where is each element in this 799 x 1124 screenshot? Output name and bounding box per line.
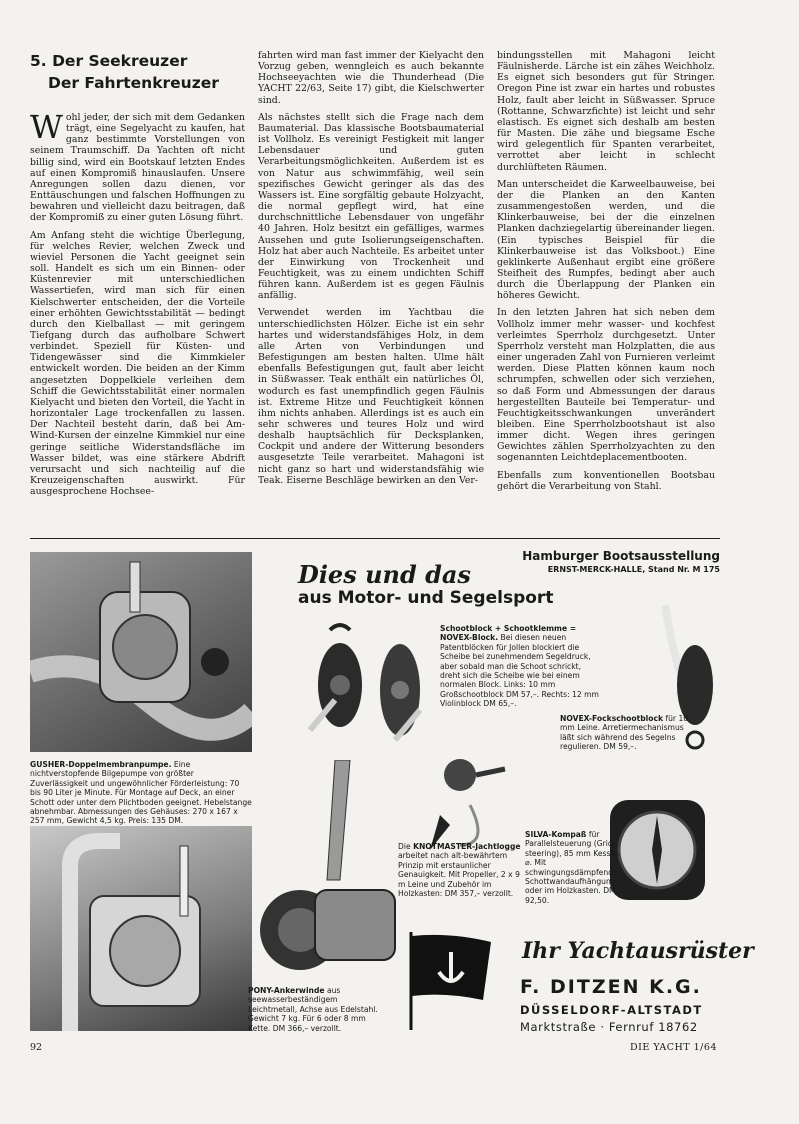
article-column-2: [258, 50, 484, 532]
company-flag: [405, 930, 495, 1030]
silva-caption: [525, 830, 625, 905]
article-column-3: [497, 50, 715, 532]
company-name: F. DITZEN K.G.: [520, 976, 702, 998]
slogan-script: Ihr Yachtausrüster: [522, 938, 754, 964]
flag-icon: [405, 930, 495, 1030]
company-address: Marktstraße · Fernruf 18762: [520, 1020, 698, 1034]
pony-name: PONY-Ankerwinde: [248, 986, 325, 995]
knotmaster-illustration: [420, 745, 520, 855]
title-line-1: 5. Der Seekreuzer: [30, 52, 188, 70]
gusher-pump-photo: [30, 552, 252, 752]
paragraph: Verwendet werden im Yachtbau die unterschiedlichsten Hölzer. Eiche ist ein sehr hartes und widerstandsfähiges Holz, in dem alle Arten von Verbindungen und Befestigungen am besten halten. Ulme hält ebenfalls Befestigungen gut, fault aber leicht in Süßwasser. Teak enthält ein natürliches Öl, wodurch es fast unempfindlich gegen Fäulnis ist. Extreme Hitze und Feuchtigkeit können ihm nichts anhaben. Allerdings ist es auch ein sehr schweres und teures Holz und wird deshalb hauptsächlich für Decksplanken, Cockpit und andere der Witterung besonders ausgesetzte Teile verarbeitet. Mahagoni ist nicht ganz so hart und widerstandsfähig wie Teak. Eiserne Beschläge bewirken an den Ver-: [258, 307, 484, 486]
fock-caption: [560, 714, 700, 752]
blocks-icon: [300, 620, 440, 750]
silva-text: für Parallelsteuerung (Grid-steering), 85 mm Kessel-⌀. Mit schwingungsdämpfender Schottwandaufhängung oder im Holzkasten. DM 92,50.: [525, 830, 621, 905]
paragraph: fahrten wird man fast immer der Kielyacht den Vorzug geben, wenngleich es auch bekannte Hochseeyachten wie die Thunderhead (Die YACHT 22/63, Seite 17) gibt, die Kielschwerter sind.: [258, 50, 484, 106]
winch-icon: [255, 760, 405, 980]
pony-winch-illustration: [255, 760, 405, 980]
gusher-text: Eine nichtverstopfende Bilgepumpe von größter Zuverlässigkeit und ungewöhnlicher Förderleistung: 70 bis 90 Liter je Minute. Für Montage auf Deck, an einer Schott oder unter dem Plichtboden geeignet. Hebelstange abnehmbar. Abmessungen des Gehäuses: 270 x 167 x 257 mm, Gewicht 4,5 kg. Preis: 135 DM.: [30, 760, 252, 826]
fock-name: NOVEX-Fockschootblock: [560, 714, 664, 723]
headline-bold: aus Motor- und Segelsport: [298, 588, 554, 608]
fock-text: für 10 mm Leine. Arretiermechanismus läßt sich während des Segelns regulieren. DM 59,–.: [560, 714, 689, 752]
headline-script: Dies und das: [298, 560, 471, 589]
knotmaster-name: KNOTMASTER-Jachtlogge: [413, 842, 521, 851]
log-icon: [420, 745, 520, 855]
exhibition-info: [500, 549, 720, 574]
pony-caption: [248, 986, 380, 1033]
company-city: DÜSSELDORF-ALTSTADT: [520, 1003, 703, 1017]
title-line-2: Der Fahrtenkreuzer: [48, 74, 219, 92]
knotmaster-caption: Die KNOTMASTER-Jachtlogge arbeitet nach alt-bewährtem Prinzip mit erstaunlicher Genauigkeit. Mit Propeller, 2 x 9 m Leine und Zubehör im Holzkasten: DM 357,– verzollt.: [398, 842, 521, 899]
schoot-text: Bei diesen neuen Patentblöcken für Jollen blockiert die Scheibe bei zunehmendem Segeldruck, aber sobald man die Schoot schrickt, dreht sich die Scheibe wie bei einem normalen Block. Links: 10 mm Großschootblock DM 57,–. Rechts: 12 mm Violinblock DM 65,–.: [440, 633, 599, 709]
gusher-caption: [30, 760, 252, 826]
page-number: 92: [30, 1042, 43, 1053]
paragraph: Wohl jeder, der sich mit dem Gedanken trägt, eine Segelyacht zu kaufen, hat ganz bestimmte Vorstellungen von seinem Traumschiff. Da Yachten oft nicht billig sind, wird ein Bootskauf letzten Endes auf einen Kompromiß hinauslaufen. Unsere Anregungen sollen dazu dienen, vor Enttäuschungen und falschen Hoffnungen zu bewahren und vielleicht dazu beitragen, daß der Kompromiß zu einer guten Lösung führt.: [30, 112, 245, 224]
schoot-caption: [440, 624, 600, 709]
exhibition-title: Hamburger Bootsausstellung: [522, 549, 720, 563]
gusher-name: GUSHER-Doppelmembranpumpe.: [30, 760, 172, 769]
paragraph: Ebenfalls zum konventionellen Bootsbau gehört die Verarbeitung von Stahl.: [497, 469, 715, 492]
schoot-name: Schootblock + Schootklemme = NOVEX-Block.: [440, 624, 577, 643]
issue-reference: DIE YACHT 1/64: [630, 1042, 717, 1053]
silva-name: SILVA-Kompaß: [525, 830, 587, 839]
drop-cap: W: [30, 112, 63, 146]
pump-mounted-illustration: [30, 826, 252, 1031]
section-divider: [30, 538, 720, 539]
paragraph: In den letzten Jahren hat sich neben dem Vollholz immer mehr wasser- und kochfest verleimtes Sperrholz durchgesetzt. Unter Sperrholz versteht man Holzplatten, die aus einer ungeraden Zahl von Furnieren verleimt werden. Diese Platten können kaum noch schrumpfen, schwellen oder sich verziehen, so daß Form und Abmessungen der daraus hergestellten Bauteile bei Temperatur- und Feuchtigkeitsschwankungen unverändert bleiben. Eine Sperrholzbootshaut ist also immer dicht. Wegen ihres geringen Gewichtes zählen Sperrholzyachten zu den sogenannten Leichtdeplacementbooten.: [497, 307, 715, 464]
pump-mounted-photo: [30, 826, 252, 1031]
exhibition-subtitle: ERNST-MERCK-HALLE, Stand Nr. M 175: [547, 565, 720, 574]
paragraph: bindungsstellen mit Mahagoni leicht Fäulnisherde. Lärche ist ein zähes Weichholz. Es eignet sich besonders gut für Stringer. Oregon Pine ist zwar ein hartes und robustes Holz, fault aber leicht in Süßwasser. Spruce (Rottanne, Schwarzfichte) ist leicht und sehr elastisch. Es eignet sich deshalb am besten für Masten. Die zähe und biegsame Esche wird gelegentlich für Spanten verarbeitet, verrottet aber leicht in schlecht durchlüfteten Räumen.: [497, 50, 715, 173]
paragraph: Man unterscheidet die Karweelbauweise, bei der die Planken an den Kanten zusammengestoßen werden, und die Klinkerbauweise, bei der die einzelnen Planken dachziegelartig übereinander liegen. (Ein typisches Beispiel für die Klinkerbauweise ist das Volksboot.) Eine geklinkerte Außenhaut ergibt eine größere Steifheit des Rumpfes, bedingt aber auch durch die Überlappung der Planken ein höheres Gewicht.: [497, 178, 715, 302]
knotmaster-text: arbeitet nach alt-bewährtem Prinzip mit erstaunlicher Genauigkeit. Mit Propeller, 2 x 9 m Leine und Zubehör im Holzkasten: DM 357,– verzollt.: [398, 851, 520, 899]
article-column-1: [30, 112, 245, 532]
novex-blocks-illustration: [300, 620, 440, 750]
paragraph: Als nächstes stellt sich die Frage nach dem Baumaterial. Das klassische Bootsbaumaterial ist Vollholz. Es vereinigt Festigkeit mit langer Lebensdauer und guten Verarbeitungsmöglichkeiten. Außerdem ist es von Natur aus schwimmfähig, weil sein spezifisches Gewicht geringer als das des Wassers ist. Eine sorgfältig gebaute Holzyacht, die normal gepflegt wird, hat eine durchschnittliche Lebensdauer von ungefähr 40 Jahren. Holz besitzt ein gefälliges, warmes Aussehen und gute Isolierungseigenschaften. Holz hat aber auch Nachteile. Es arbeitet unter der Einwirkung von Trockenheit und Feuchtigkeit, was zu einem undichten Schiff führen kann. Außerdem ist es gegen Fäulnis anfällig.: [258, 111, 484, 302]
article-title: [30, 50, 219, 94]
paragraph: Am Anfang steht die wichtige Überlegung, für welches Revier, welchen Zweck und wieviel Personen die Yacht geeignet sein soll. Handelt es sich um ein Binnen- oder Küstenrevier mit unterschiedlichen Wassertiefen, wird man sich für einen Kielschwerter entscheiden, der die Vorteile einer erhöhten Gewichtsstabilität — bedingt durch den Kielballast — mit geringem Tiefgang durch das aufholbare Schwert verbindet. Speziell für Küsten- und Tidengewässer sind die Kimmkieler entwickelt worden. Die beiden an der Kimm angesetzten Doppelkiele verleihen dem Schiff die Gewichtsstabilität einer normalen Kielyacht und bieten den Vorteil, die Yacht in horizontaler Lage trockenfallen zu lassen. Der Nachteil besteht darin, daß bei Am-Wind-Kursen der einzelne Kimmkiel nur eine geringe seitliche Widerstandsfläche im Wasser bildet, was eine stärkere Abdrift verursacht und sich nachteilig auf die Kreuzeigenschaften auswirkt. Für ausgesprochene Hochsee-: [30, 229, 245, 498]
pump-illustration: [30, 552, 252, 752]
pony-text: aus seewasserbeständigem Leichtmetall, Achse aus Edelstahl. Gewicht 7 kg. Für 6 oder 8 mm Kette. DM 366,– verzollt.: [248, 986, 378, 1033]
